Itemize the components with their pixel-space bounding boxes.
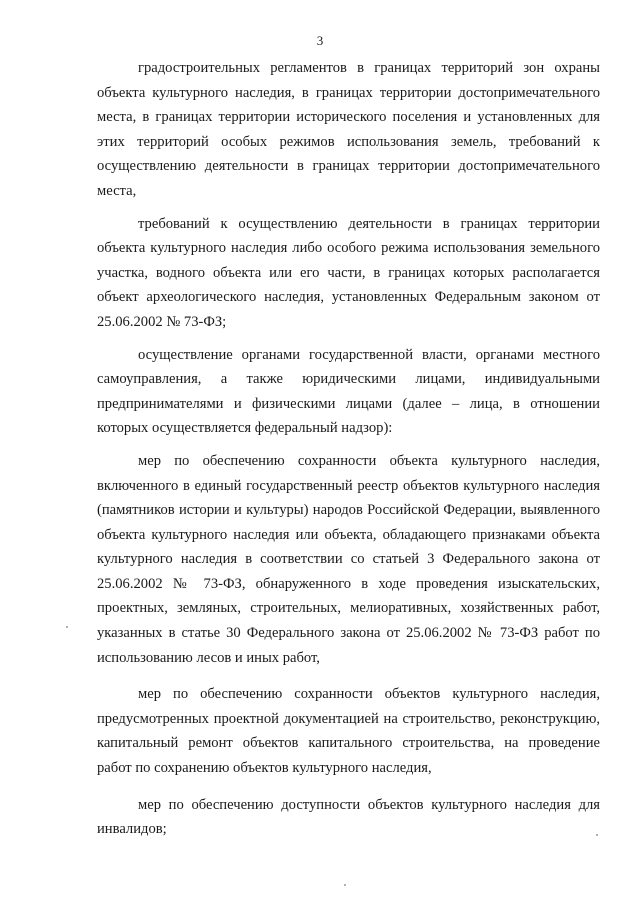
paragraph-2: требований к осуществлению деятельности в границах территории объекта культурного наследия либо особого режима использования земельного участка, водного объекта или его части, в границах которых располагается объект археологического наследия, установленных Федеральным законом от 25.06.2002 № 73-ФЗ;	[97, 215, 600, 330]
document-body	[97, 56, 600, 854]
scan-speck	[596, 834, 598, 836]
paragraph-6: мер по обеспечению доступности объектов культурного наследия для инвалидов;	[97, 796, 600, 838]
scan-speck	[344, 884, 346, 886]
scan-speck	[66, 626, 68, 628]
paragraph-1: градостроительных регламентов в границах территорий зон охраны объекта культурного наследия, в границах территории достопримечательного места, в границах территории исторического поселения и установленных для этих территорий особых режимов использования земель, требований к осуществлению деятельности в границах территории достопримечательного места,	[97, 60, 600, 199]
paragraph-4: мер по обеспечению сохранности объекта культурного наследия, включенного в единый государственный реестр объектов культурного наследия (памятников истории и культуры) народов Российской Федерации, выявленного объекта культурного наследия или объекта, обладающего признаками объекта культурного наследия в соответствии со статьей 3 Федерального закона от 25.06.2002 № 73-ФЗ, обнаруженного в ходе проведения изыскательских, проектных, земляных, строительных, мелиоративных, хозяйственных работ, указанных в статье 30 Федерального закона от 25.06.2002 № 73-ФЗ работ по использованию лесов и иных работ,	[97, 452, 600, 666]
page-number: 3	[316, 33, 324, 48]
paragraph-3: осуществление органами государственной власти, органами местного самоуправления, а также юридическими лицами, индивидуальными предпринимателями и физическими лицами (далее – лица, в отношении которых осуществляется федеральный надзор):	[97, 346, 600, 437]
paragraph-5: мер по обеспечению сохранности объектов культурного наследия, предусмотренных проектной документацией на строительство, реконструкцию, капитальный ремонт объектов капитального строительства, на проведение работ по сохранению объектов культурного наследия,	[97, 686, 600, 777]
